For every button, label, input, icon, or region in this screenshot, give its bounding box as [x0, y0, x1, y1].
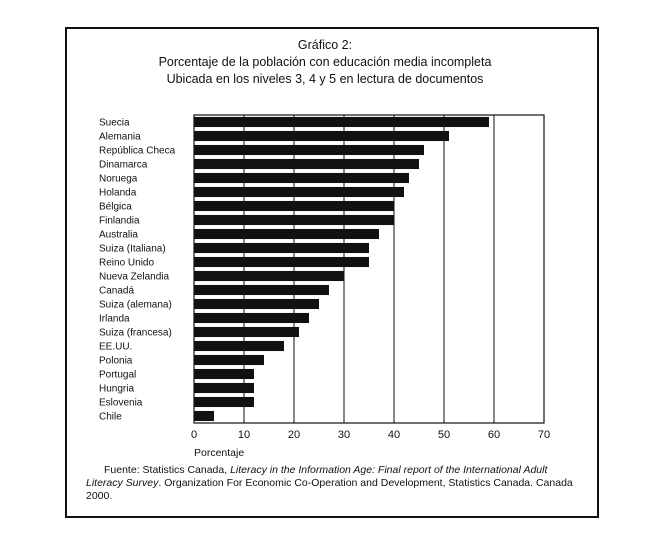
source-italic: Literacy in the Information Age: Final report of the International Adult Literacy Survey — [86, 464, 548, 489]
category-label: Finlandia — [99, 215, 140, 227]
bar — [194, 173, 409, 183]
category-label: Noruega — [99, 173, 138, 185]
chart-title-line-2: Porcentaje de la población con educación media incompleta — [158, 55, 492, 69]
category-label: Irlanda — [99, 313, 130, 325]
bar — [194, 313, 309, 323]
category-label: Holanda — [99, 187, 137, 199]
category-label: Bélgica — [99, 201, 132, 213]
bar — [194, 243, 369, 253]
bar — [194, 327, 299, 337]
category-label: Suiza (Italiana) — [99, 243, 166, 255]
x-tick-label: 20 — [287, 429, 301, 441]
bar — [194, 299, 319, 309]
x-tick-label: 70 — [537, 429, 551, 441]
category-label: Suecia — [99, 117, 130, 129]
category-label: Reino Unido — [99, 257, 155, 269]
category-label: Eslovenia — [99, 397, 143, 409]
source-prefix: Fuente: Statistics Canada, — [104, 464, 231, 476]
x-tick-label: 50 — [437, 429, 451, 441]
x-tick-label: 30 — [337, 429, 351, 441]
bar — [194, 257, 369, 267]
bar — [194, 229, 379, 239]
bar — [194, 201, 394, 211]
bar — [194, 355, 264, 365]
category-label: Suiza (alemana) — [99, 299, 172, 311]
category-label: República Checa — [99, 145, 176, 157]
category-label: Canadá — [99, 285, 135, 297]
category-label: Dinamarca — [99, 159, 148, 171]
source-suffix: . Organization For Economic Co-Operation and Development, Statistics Canada. Canada 2000. — [86, 477, 573, 502]
bar — [194, 411, 214, 421]
bar — [194, 215, 394, 225]
bar — [194, 383, 254, 393]
bar — [194, 341, 284, 351]
bar — [194, 159, 419, 169]
category-label: Nueva Zelandia — [99, 271, 170, 283]
bar — [194, 397, 254, 407]
bar — [194, 131, 449, 141]
bar — [194, 145, 424, 155]
category-label: Hungria — [99, 383, 135, 395]
x-tick-label: 40 — [387, 429, 401, 441]
x-tick-label: 0 — [190, 429, 198, 441]
x-axis-label: Porcentaje — [194, 447, 245, 459]
source-note — [86, 464, 586, 503]
category-label: Chile — [99, 411, 122, 423]
category-label: Alemania — [99, 131, 141, 143]
bar — [194, 369, 254, 379]
category-label: Portugal — [99, 369, 137, 381]
bar — [194, 271, 344, 281]
category-label: Polonia — [99, 355, 133, 367]
chart-title-line-1: Gráfico 2: — [297, 38, 353, 52]
bar — [194, 187, 404, 197]
bar — [194, 117, 489, 127]
x-tick-label: 60 — [487, 429, 501, 441]
bar — [194, 285, 329, 295]
x-tick-label: 10 — [237, 429, 251, 441]
category-label: Suiza (francesa) — [99, 327, 172, 339]
category-label: Australia — [99, 229, 138, 241]
category-label: EE.UU. — [99, 341, 133, 353]
chart-title-line-3: Ubicada en los niveles 3, 4 y 5 en lectura de documentos — [166, 72, 484, 86]
